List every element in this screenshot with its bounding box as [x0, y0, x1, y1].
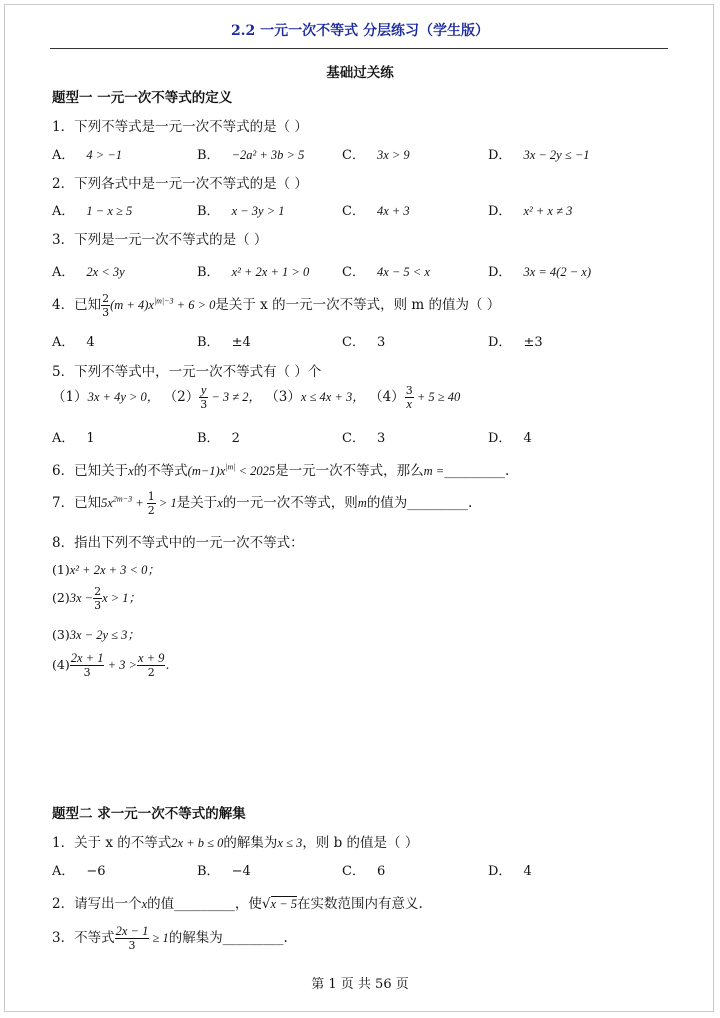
- page-footer: 第 1 页 共 56 页: [311, 977, 409, 992]
- question-5-stem: 5．下列不等式中，一元一次不等式有（ ）个: [52, 364, 322, 380]
- question-3-stem: 3．下列是一元一次不等式的是（ ）: [52, 232, 268, 248]
- q4-option-d: D． ±3: [488, 335, 543, 350]
- q4-fraction: $\frac{2}{3}$: [102, 292, 110, 319]
- document-title: 2.2 一元一次不等式 分层练习（学生版）: [230, 23, 490, 39]
- sqrt-icon: √: [261, 896, 271, 912]
- t2q1-option-c: C． 6: [342, 864, 386, 879]
- t2q1-option-a: A． −6: [52, 864, 106, 879]
- q1-option-d: D． 3x − 2y ≤ −1: [488, 148, 590, 163]
- q5-option-a: A． 1: [52, 431, 95, 446]
- q4-option-b: B． ±4: [197, 335, 251, 350]
- q5-option-d: D． 4: [488, 431, 532, 446]
- type2-heading: 题型二 求一元一次不等式的解集: [52, 806, 246, 822]
- q1-option-b: B． −2a² + 3b > 5: [197, 148, 305, 163]
- question-6-stem: 6．已知关于x的不等式$(m-1)x^{|m|} < 2025$是一元一次不等式，那么m =_________.: [52, 462, 510, 479]
- question-1-stem: 1．下列不等式是一元一次不等式的是（ ）: [52, 119, 308, 135]
- question-4-stem: 4．已知 $\frac{2}{3}$ $(m + 4)x^{|m|-3} + 6 > 0$是关于 x 的一元一次不等式，则 m 的值为（ ）: [52, 292, 501, 319]
- question-7-stem: 7．已知$5x^{2m-3}$ + $\frac{1}{2}$ > 1是关于x的一元一次不等式，则m的值为_________.: [52, 490, 473, 517]
- type2-question-2-stem: 2．请写出一个x的值_________，使√x − 5在实数范围内有意义.: [52, 896, 423, 912]
- q8-item-2: (2)3x − $\frac{2}{3}$ x > 1；: [52, 585, 142, 612]
- q4-option-a: A． 4: [52, 335, 95, 350]
- q3-option-d: D． 3x = 4(2 − x): [488, 265, 591, 280]
- t2q1-option-b: B． −4: [197, 864, 251, 879]
- q1-option-a: A． 4 > −1: [52, 148, 123, 163]
- type1-heading: 题型一 一元一次不等式的定义: [52, 90, 233, 106]
- type2-question-3-stem: 3．不等式 $\frac{2x - 1}{3}$ ≥ 1的解集为_________.: [52, 924, 288, 952]
- q2-option-d: D． x² + x ≠ 3: [488, 204, 573, 219]
- q5-option-c: C． 3: [342, 431, 386, 446]
- q3-option-b: B． x² + 2x + 1 > 0: [197, 265, 310, 280]
- q8-item-3: (3)3x − 2y ≤ 3；: [52, 627, 140, 642]
- section-title: 基础过关练: [326, 65, 394, 81]
- question-2-stem: 2．下列各式中是一元一次不等式的是（ ）: [52, 176, 308, 192]
- q5-inequalities: （1）3x + 4y > 0， （2） $\frac{y}{3}$ − 3 ≠ 2， （3）x ≤ 4x + 3， （4） $\frac{3}{x}$ + 5 ≥ 40: [52, 383, 461, 411]
- q2-option-a: A． 1 − x ≥ 5: [52, 204, 133, 219]
- q3-option-a: A． 2x < 3y: [52, 265, 125, 280]
- t2q1-option-d: D． 4: [488, 864, 532, 879]
- q2-option-c: C． 4x + 3: [342, 204, 410, 219]
- type2-question-1-stem: 1．关于 x 的不等式2x + b ≤ 0的解集为x ≤ 3，则 b 的值是（ ）: [52, 835, 419, 851]
- title-divider: [50, 48, 668, 49]
- q1-option-c: C． 3x > 9: [342, 148, 410, 163]
- q4-option-c: C． 3: [342, 335, 386, 350]
- q2-option-b: B． x − 3y > 1: [197, 204, 285, 219]
- q5-option-b: B． 2: [197, 431, 240, 446]
- q3-option-c: C． 4x − 5 < x: [342, 265, 430, 280]
- question-8-stem: 8．指出下列不等式中的一元一次不等式：: [52, 535, 304, 551]
- q8-item-1: (1)x² + 2x + 3 < 0；: [52, 562, 160, 577]
- q8-item-4: (4) $\frac{2x + 1}{3}$ + 3 > $\frac{x + 9}{2}$ .: [52, 651, 170, 679]
